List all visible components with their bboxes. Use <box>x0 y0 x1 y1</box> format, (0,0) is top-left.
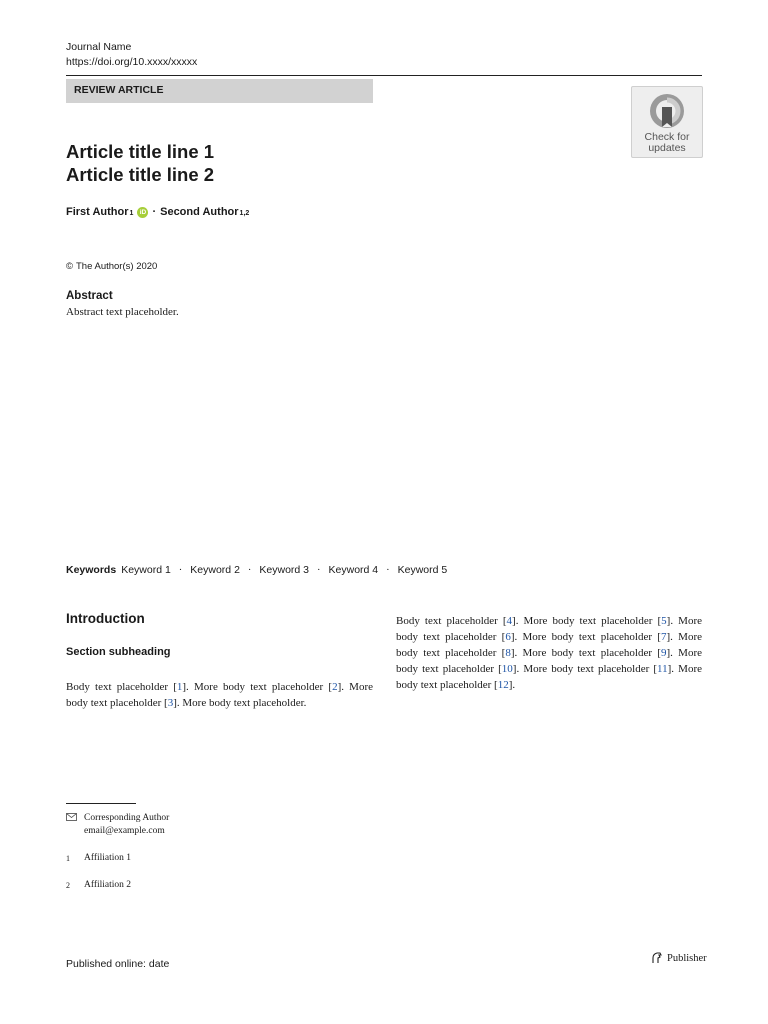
citation-link[interactable]: 12 <box>497 679 509 692</box>
journal-header <box>66 40 197 70</box>
keyword-item[interactable]: Keyword 1 <box>121 564 171 576</box>
springer-horse-icon <box>650 951 664 965</box>
orcid-icon[interactable]: iD <box>137 207 148 218</box>
keywords-line <box>66 564 447 576</box>
copyright-text: The Author(s) 2020 <box>76 261 158 272</box>
published-date: Published online: date <box>66 958 170 970</box>
keyword-separator: · <box>178 565 183 576</box>
doi-link[interactable]: https://doi.org/10.xxxx/xxxxx <box>66 56 198 68</box>
keyword-item[interactable]: Keyword 5 <box>397 564 448 576</box>
keyword-item[interactable]: Keyword 2 <box>190 564 240 576</box>
keyword-item[interactable]: Keyword 3 <box>259 564 310 576</box>
author-1-affiliation: 1 <box>129 210 134 217</box>
crossmark-icon <box>647 91 687 131</box>
author-1-name[interactable]: First Author <box>66 206 129 218</box>
affiliation-1-marker: 1 <box>66 854 70 863</box>
author-list <box>66 206 249 219</box>
citation-link[interactable]: 1 <box>176 681 183 693</box>
check-for-updates-badge[interactable] <box>631 86 703 158</box>
keyword-separator: · <box>386 565 390 576</box>
affiliation-1-text: Affiliation 1 <box>84 853 132 863</box>
citation-link[interactable]: 11 <box>657 663 668 676</box>
keyword-separator: · <box>247 565 252 576</box>
citation-link[interactable]: 9 <box>660 647 667 660</box>
article-type-bar <box>66 79 373 103</box>
citation-link[interactable]: 4 <box>506 615 513 627</box>
publisher-logo[interactable] <box>650 951 707 965</box>
citation-link[interactable]: 8 <box>505 647 511 660</box>
affiliation-2-text: Affiliation 2 <box>84 880 132 890</box>
right-column-body: Body text placeholder [4]. More body text placeholder [5]. More body text placeholder [6]. More body text placeholder [7]. More body text placeholder [8]. More body text placeholder [9]. More body text placeholder [10]. More body text placeholder [11]. More body text placeholder [12]. <box>396 615 702 692</box>
author-separator: · <box>152 206 157 218</box>
footnote-divider <box>66 803 136 804</box>
abstract-heading: Abstract <box>66 290 113 302</box>
section-subheading: Section subheading <box>66 646 171 658</box>
corresponding-author <box>66 812 373 838</box>
envelope-icon <box>66 812 84 838</box>
copyright-icon: © <box>66 261 73 272</box>
citation-link[interactable]: 7 <box>660 631 667 644</box>
contact-email[interactable]: email@example.com <box>84 826 165 836</box>
journal-name: Journal Name <box>66 41 132 53</box>
citation-link[interactable]: 5 <box>661 615 667 627</box>
keywords-label: Keywords <box>66 564 117 576</box>
footnotes <box>66 812 373 906</box>
title-line-2: Article title line 2 <box>66 164 215 185</box>
affiliation-2 <box>66 879 373 892</box>
author-2-affiliation: 1,2 <box>239 210 250 217</box>
article-title <box>66 140 536 186</box>
affiliation-2-marker: 2 <box>66 881 70 890</box>
citation-link[interactable]: 3 <box>167 697 174 710</box>
keyword-item[interactable]: Keyword 4 <box>328 564 379 576</box>
header-divider <box>66 75 702 76</box>
introduction-heading: Introduction <box>66 611 145 626</box>
article-type-label: REVIEW ARTICLE <box>74 84 164 96</box>
affiliation-1 <box>66 852 373 865</box>
citation-link[interactable]: 10 <box>501 663 513 676</box>
citation-link[interactable]: 6 <box>505 631 511 644</box>
contact-name: Corresponding Author <box>84 813 170 823</box>
copyright-line <box>66 261 157 272</box>
publisher-name: Publisher <box>667 952 707 964</box>
abstract-text: Abstract text placeholder. <box>66 306 179 318</box>
title-line-1: Article title line 1 <box>66 141 215 162</box>
left-column-body: Body text placeholder [1]. More body text placeholder [2]. More body text placeholder [3]. More body text placeholder. <box>66 681 373 710</box>
check-for-updates-label: Check for updates <box>644 131 690 154</box>
author-2-name[interactable]: Second Author <box>160 206 239 218</box>
keyword-separator: · <box>317 565 321 576</box>
citation-link[interactable]: 2 <box>332 681 338 693</box>
